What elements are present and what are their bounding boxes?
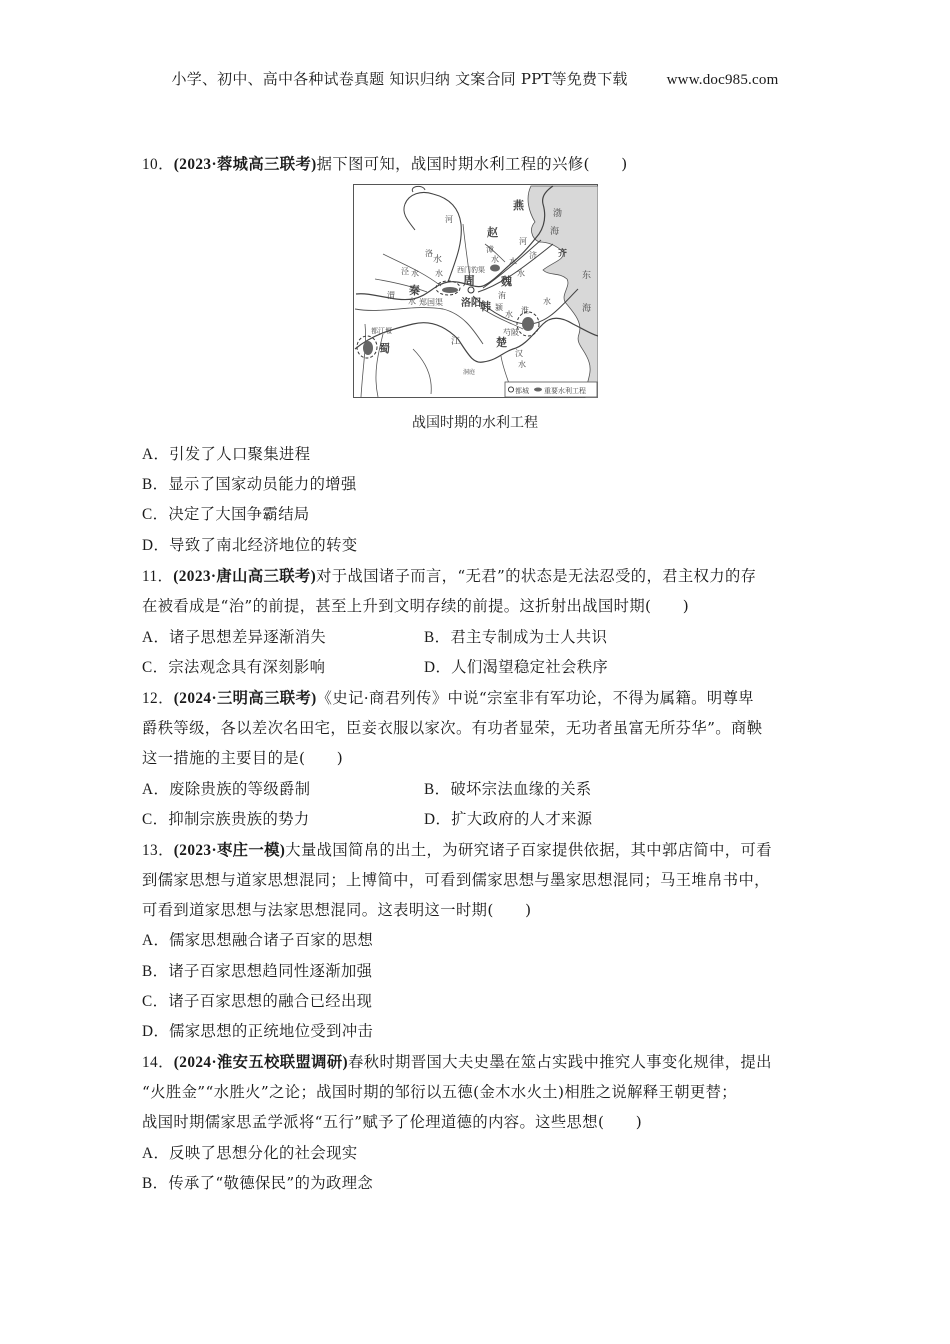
map-label-wei-river: 渭 bbox=[387, 291, 395, 300]
option-text: 宗法观念具有深刻影响 bbox=[168, 658, 326, 676]
question-text: 据下图可知，战国时期水利工程的兴修( ) bbox=[316, 155, 628, 173]
question-number: 11． bbox=[142, 568, 174, 585]
header-url[interactable]: www.doc985.com bbox=[666, 72, 779, 88]
question-13-stem bbox=[142, 838, 772, 860]
question-12-stem-line-3: 这一措施的主要目的是( ) bbox=[142, 749, 344, 767]
map-label-shui-9: 水 bbox=[543, 297, 551, 306]
map-label-han-river: 汉 bbox=[515, 349, 523, 358]
question-number: 10． bbox=[142, 156, 174, 173]
map-label-luo: 洛 bbox=[425, 249, 433, 258]
map-label-shui-1: 水 bbox=[509, 257, 517, 266]
question-14-stem-line-2: “火胜金”“水胜火”之论；战国时期的邹衍以五德(金木水火土)相胜之说解释王朝更替； bbox=[142, 1083, 738, 1101]
option-text: 扩大政府的人才来源 bbox=[451, 810, 593, 828]
question-text: 大量战国简帛的出土，为研究诸子百家提供依据，其中郭店简中，可看 bbox=[285, 841, 772, 859]
question-11-stem bbox=[142, 564, 756, 586]
option-text: 抑制宗族贵族的势力 bbox=[168, 810, 310, 828]
option-11-b[interactable] bbox=[424, 625, 607, 647]
figure-caption: 战国时期的水利工程 bbox=[412, 415, 538, 431]
option-letter: B． bbox=[424, 629, 451, 646]
option-text: 诸子百家思想的融合已经出现 bbox=[168, 992, 373, 1010]
legend-water-project-label: 重要水利工程 bbox=[544, 387, 586, 395]
option-10-c[interactable] bbox=[142, 502, 310, 524]
option-12-d[interactable] bbox=[424, 807, 592, 829]
option-letter: B． bbox=[424, 781, 451, 798]
option-text: 传承了“敬德保民”的为政理念 bbox=[168, 1174, 374, 1192]
option-12-a[interactable] bbox=[142, 777, 310, 799]
question-source: (2023·唐山高三联考) bbox=[173, 568, 317, 585]
option-text: 君主专制成为士人共识 bbox=[450, 628, 608, 646]
map-label-shu: 蜀 bbox=[379, 342, 390, 355]
question-source: (2023·枣庄一模) bbox=[173, 842, 286, 859]
question-number: 14． bbox=[142, 1054, 174, 1071]
option-text: 破坏宗法血缘的关系 bbox=[450, 780, 592, 798]
map-label-dujiangyan: 都江堰 bbox=[371, 327, 392, 335]
option-12-b[interactable] bbox=[424, 777, 592, 799]
option-11-d[interactable] bbox=[424, 655, 608, 677]
map-label-zhengguoqu: 郑国渠 bbox=[419, 298, 443, 307]
map-label-huai: 淮 bbox=[521, 306, 529, 315]
map-label-shui-8: 水 bbox=[505, 310, 513, 319]
option-10-b[interactable] bbox=[142, 472, 357, 494]
legend-capital-icon bbox=[508, 387, 513, 392]
map-label-bohai-1: 渤 bbox=[553, 209, 563, 219]
map-label-shui-7: 水 bbox=[491, 255, 499, 264]
map-label-zhou: 周 bbox=[463, 274, 476, 288]
option-letter: A． bbox=[142, 629, 170, 646]
map-label-donghai-2: 海 bbox=[582, 304, 592, 314]
option-text: 诸子百家思想趋同性逐渐加强 bbox=[168, 962, 373, 980]
map-label-bohai-2: 海 bbox=[550, 227, 560, 237]
option-letter: D． bbox=[424, 659, 452, 676]
map-label-quebei: 芍陂 bbox=[503, 328, 519, 337]
option-13-d[interactable] bbox=[142, 1019, 373, 1041]
map-svg bbox=[353, 184, 598, 398]
map-label-jiang: 江 bbox=[451, 337, 461, 347]
question-text: 对于战国诸子而言，“无君”的状态是无法忍受的，君主权力的存 bbox=[316, 567, 757, 585]
map-label-shui-5: 水 bbox=[411, 269, 419, 278]
legend-capital-label: 都城 bbox=[515, 387, 529, 395]
ximenbao-icon bbox=[490, 265, 500, 272]
map-label-dongting: 洞庭 bbox=[463, 369, 476, 376]
option-text: 废除贵族的等级爵制 bbox=[169, 780, 311, 798]
map-label-shui-2: 水 bbox=[517, 269, 525, 278]
dujiangyan-icon bbox=[363, 341, 373, 355]
option-11-c[interactable] bbox=[142, 655, 325, 677]
map-label-han: 韩 bbox=[480, 300, 491, 313]
question-14-stem-line-3: 战国时期儒家思孟学派将“五行”赋予了伦理道德的内容。这些思想( ) bbox=[142, 1113, 643, 1131]
option-text: 决定了大国争霸结局 bbox=[168, 505, 310, 523]
option-10-d[interactable] bbox=[142, 533, 358, 555]
map-label-wei2: 洧 bbox=[498, 291, 506, 300]
question-10-stem bbox=[142, 152, 628, 174]
option-text: 导致了南北经济地位的转变 bbox=[169, 536, 358, 554]
option-12-c[interactable] bbox=[142, 807, 310, 829]
option-letter: C． bbox=[142, 506, 169, 523]
question-number: 12． bbox=[142, 690, 174, 707]
page-header bbox=[0, 68, 950, 89]
map-label-zhao: 赵 bbox=[487, 226, 498, 239]
map-label-chu: 楚 bbox=[496, 336, 507, 349]
option-text: 人们渴望稳定社会秩序 bbox=[451, 658, 609, 676]
option-13-b[interactable] bbox=[142, 959, 372, 981]
question-text: 《史记·商君列传》中说“宗室非有军功论，不得为属籍。明尊卑 bbox=[316, 689, 754, 707]
option-letter: A． bbox=[142, 1145, 170, 1162]
map-label-shui-3: 水 bbox=[433, 255, 443, 265]
option-letter: A． bbox=[142, 446, 170, 463]
option-letter: A． bbox=[142, 781, 170, 798]
option-14-b[interactable] bbox=[142, 1171, 373, 1193]
map-label-ji: 济 bbox=[529, 251, 537, 260]
question-12-stem bbox=[142, 686, 754, 708]
map-label-ximenbao: 西门豹渠 bbox=[457, 266, 485, 274]
option-letter: C． bbox=[142, 811, 169, 828]
map-label-jing: 泾 bbox=[401, 267, 409, 276]
zhengguoqu-icon bbox=[442, 287, 458, 293]
option-text: 儒家思想的正统地位受到冲击 bbox=[169, 1022, 374, 1040]
option-letter: C． bbox=[142, 993, 169, 1010]
question-text: 春秋时期晋国大夫史墨在筮占实践中推究人事变化规律，提出 bbox=[348, 1053, 772, 1071]
option-letter: A． bbox=[142, 932, 170, 949]
option-letter: D． bbox=[142, 1023, 170, 1040]
map-label-shui-4: 水 bbox=[435, 269, 443, 278]
map-label-yan: 燕 bbox=[513, 199, 524, 212]
question-13-stem-line-3: 可看到道家思想与法家思想混同。这表明这一时期( ) bbox=[142, 901, 532, 919]
option-letter: D． bbox=[142, 537, 170, 554]
map-label-wei: 魏 bbox=[501, 275, 512, 288]
legend-water-project-icon bbox=[534, 388, 542, 392]
map-label-he-2: 河 bbox=[519, 237, 527, 246]
option-letter: B． bbox=[142, 476, 169, 493]
option-13-c[interactable] bbox=[142, 989, 372, 1011]
option-letter: C． bbox=[142, 659, 169, 676]
question-12-stem-line-2: 爵秩等级，各以差次名田宅，臣妾衣服以家次。有功者显荣，无功者虽富无所芬华”。商鞅 bbox=[142, 719, 763, 737]
map-label-shui-10: 水 bbox=[518, 360, 526, 369]
question-number: 13． bbox=[142, 842, 174, 859]
map-label-donghai-1: 东 bbox=[582, 271, 592, 281]
map-label-he-1: 河 bbox=[445, 215, 453, 224]
option-letter: D． bbox=[424, 811, 452, 828]
map-label-ying: 颍 bbox=[495, 303, 503, 312]
map-label-qi: 齐 bbox=[558, 249, 568, 259]
map-label-luoyang: 洛阳 bbox=[461, 298, 481, 309]
question-source: (2023·蓉城高三联考) bbox=[173, 156, 317, 173]
map-label-qin: 秦 bbox=[409, 284, 420, 297]
question-11-stem-line-2: 在被看成是“治”的前提，甚至上升到文明存续的前提。这折射出战国时期( ) bbox=[142, 597, 690, 615]
question-14-stem bbox=[142, 1050, 772, 1072]
question-source: (2024·淮安五校联盟调研) bbox=[173, 1054, 349, 1071]
map-label-zhang: 漳 bbox=[486, 245, 494, 254]
option-text: 诸子思想差异逐渐消失 bbox=[169, 628, 327, 646]
warring-states-water-projects-map bbox=[353, 184, 598, 398]
option-letter: B． bbox=[142, 963, 169, 980]
option-text: 儒家思想融合诸子百家的思想 bbox=[169, 931, 374, 949]
option-text: 引发了人口聚集进程 bbox=[169, 445, 311, 463]
option-text: 显示了国家动员能力的增强 bbox=[168, 475, 357, 493]
option-14-a[interactable] bbox=[142, 1141, 358, 1163]
quebei-icon bbox=[522, 317, 534, 331]
map-label-shui-6: 水 bbox=[408, 297, 416, 306]
option-13-a[interactable] bbox=[142, 928, 373, 950]
option-10-a[interactable] bbox=[142, 442, 310, 464]
option-letter: B． bbox=[142, 1175, 169, 1192]
option-text: 反映了思想分化的社会现实 bbox=[169, 1144, 358, 1162]
option-11-a[interactable] bbox=[142, 625, 326, 647]
header-text: 小学、初中、高中各种试卷真题 知识归纳 文案合同 PPT等免费下载 bbox=[171, 70, 628, 88]
question-13-stem-line-2: 到儒家思想与道家思想混同；上博简中，可看到儒家思想与墨家思想混同；马王堆帛书中， bbox=[142, 871, 770, 889]
question-source: (2024·三明高三联考) bbox=[173, 690, 317, 707]
